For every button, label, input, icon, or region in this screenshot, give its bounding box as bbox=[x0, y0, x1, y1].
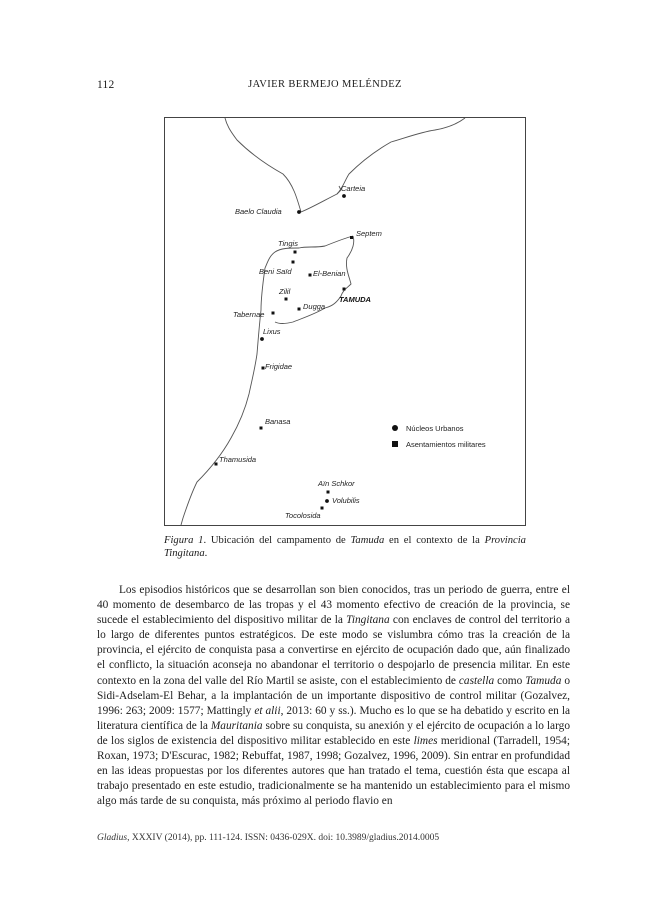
body-seg-2: con enclaves de control del territorio a lo largo de diferentes puntos estratégicos. De este modo se vislumbra cómo tras la creación de la provincia, el ejército de conquista pasa a convertirse en ejército de ocupación dado que, aún finalizado el conflicto, la situación aconseja no abandonar el territorio o despojarlo de presencia militar. En este contexto en la zona del valle del Río Martil se asiste, con el establecimiento de bbox=[97, 614, 570, 687]
label-ain-schkor: Aïn Schkor bbox=[318, 479, 355, 488]
body-tingitana: Tingitana bbox=[346, 614, 390, 627]
body-seg-1: Los episodios históricos que se desarrollan son bien conocidos, tras un periodo de guerra, entre el 40 momento de desembarco de las tropas y el 43 momento efectivo de creación de la provincia, se sucede el establecimiento del dispositivo militar de la bbox=[97, 584, 570, 627]
urban-dot-volubilis bbox=[325, 499, 329, 503]
caption-tamuda: Tamuda bbox=[350, 535, 385, 546]
military-square-tamuda bbox=[343, 288, 346, 291]
military-square-beni-said bbox=[292, 261, 295, 264]
military-square-thamusida bbox=[215, 463, 218, 466]
caption-text-a: . Ubicación del campamento de bbox=[203, 535, 351, 546]
map-figure bbox=[164, 117, 526, 526]
body-castella: castella bbox=[458, 674, 495, 687]
military-square-el-benian bbox=[309, 274, 312, 277]
body-seg-5: , 2013: 60 y ss.). Mucho es lo que se ha debatido y escrito en la literatura científica de la bbox=[97, 704, 571, 732]
urban-dot-lixus bbox=[260, 337, 264, 341]
legend-military-label: Asentamientos militares bbox=[406, 440, 486, 449]
page-number: 112 bbox=[97, 79, 115, 91]
map-legend bbox=[392, 424, 486, 449]
military-square-banasa bbox=[260, 427, 263, 430]
figure-label: Figura 1 bbox=[164, 535, 204, 546]
label-tabernae: Tabernae bbox=[233, 310, 265, 319]
label-frigidae: Frigidae bbox=[265, 362, 293, 371]
body-seg-6: sobre su conquista, su anexión y el ejército de ocupación a lo largo de los siglos de existencia del dispositivo militar establecido en este bbox=[97, 719, 571, 747]
label-thamusida: Thamusida bbox=[219, 455, 257, 464]
military-square-dugga bbox=[298, 308, 301, 311]
body-paragraph bbox=[97, 583, 570, 809]
settlements bbox=[215, 184, 382, 520]
military-square-septem bbox=[350, 236, 353, 239]
military-square-zilil bbox=[285, 298, 288, 301]
caption-text-c: . bbox=[204, 548, 208, 559]
body-seg-3: como bbox=[494, 674, 526, 687]
label-septem: Septem bbox=[356, 229, 382, 238]
caption-province: Provincia Tingitana bbox=[164, 535, 526, 559]
footer-journal: Gladius bbox=[97, 833, 128, 843]
label-baelo-claudia: Baelo Claudia bbox=[235, 207, 282, 216]
figure-caption bbox=[164, 534, 526, 560]
page-footer bbox=[97, 833, 570, 843]
body-seg-4: o Sidi-Adselam-El Behar, a la implantación de un importante dispositivo de control militar (Gozalvez, 1996: 263; 2009: 1577; Mattingly bbox=[97, 674, 570, 717]
label-dugga: Dugga bbox=[303, 302, 326, 311]
label-zilil: Zilil bbox=[279, 287, 291, 296]
military-square-ain-schkor bbox=[327, 491, 330, 494]
map-canvas bbox=[165, 118, 525, 525]
label-tingis: Tingis bbox=[278, 239, 298, 248]
legend-urban-label: Núcleos Urbanos bbox=[406, 424, 464, 433]
military-square-tocolosida bbox=[321, 507, 324, 510]
body-tamuda: Tamuda bbox=[525, 674, 562, 687]
running-head: JAVIER BERMEJO MELÉNDEZ bbox=[248, 79, 402, 90]
label-el-benian: El-Benian bbox=[313, 269, 346, 278]
label-volubilis: Volubilis bbox=[332, 496, 360, 505]
label-beni-said: Beni Saïd bbox=[259, 267, 292, 276]
body-et-alii: et alii bbox=[254, 704, 281, 717]
label-carteia: Carteia bbox=[341, 184, 366, 193]
military-square-tabernae bbox=[272, 312, 275, 315]
legend-urban-dot bbox=[392, 425, 398, 431]
label-tocolosida: Tocolosida bbox=[285, 511, 321, 520]
body-mauritania: Mauritania bbox=[210, 719, 263, 732]
body-seg-7: meridional (Tarradell, 1954; Roxan, 1973; D'Escurac, 1982; Rebuffat, 1987, 1998; Gozalvez, 1996, 2009). Sin entrar en profundidad en las ideas propuestas por los diferentes autores que han tratado el tema, cuestión ésta que escapa al trabajo presentado en este estudio, tradicionalmente se ha mantenido un establecimiento para el mismo algo más tarde de su conquista, más próximo al periodo flavio en bbox=[97, 734, 570, 808]
legend-military-square bbox=[392, 441, 398, 447]
atlantic-coast bbox=[181, 268, 265, 525]
label-tamuda: TAMUDA bbox=[339, 295, 371, 304]
footer-citation: , XXXIV (2014), pp. 111-124. ISSN: 0436-029X. doi: 10.3989/gladius.2014.0005 bbox=[127, 833, 440, 843]
military-square-tingis bbox=[294, 251, 297, 254]
urban-dot-baelo bbox=[297, 210, 301, 214]
caption-text-b: en el contexto de la bbox=[384, 535, 485, 546]
urban-dot-carteia bbox=[342, 194, 346, 198]
label-lixus: Lixus bbox=[263, 327, 281, 336]
label-banasa: Banasa bbox=[265, 417, 291, 426]
body-limes: limes bbox=[413, 734, 438, 747]
iberian-coast bbox=[225, 118, 465, 212]
